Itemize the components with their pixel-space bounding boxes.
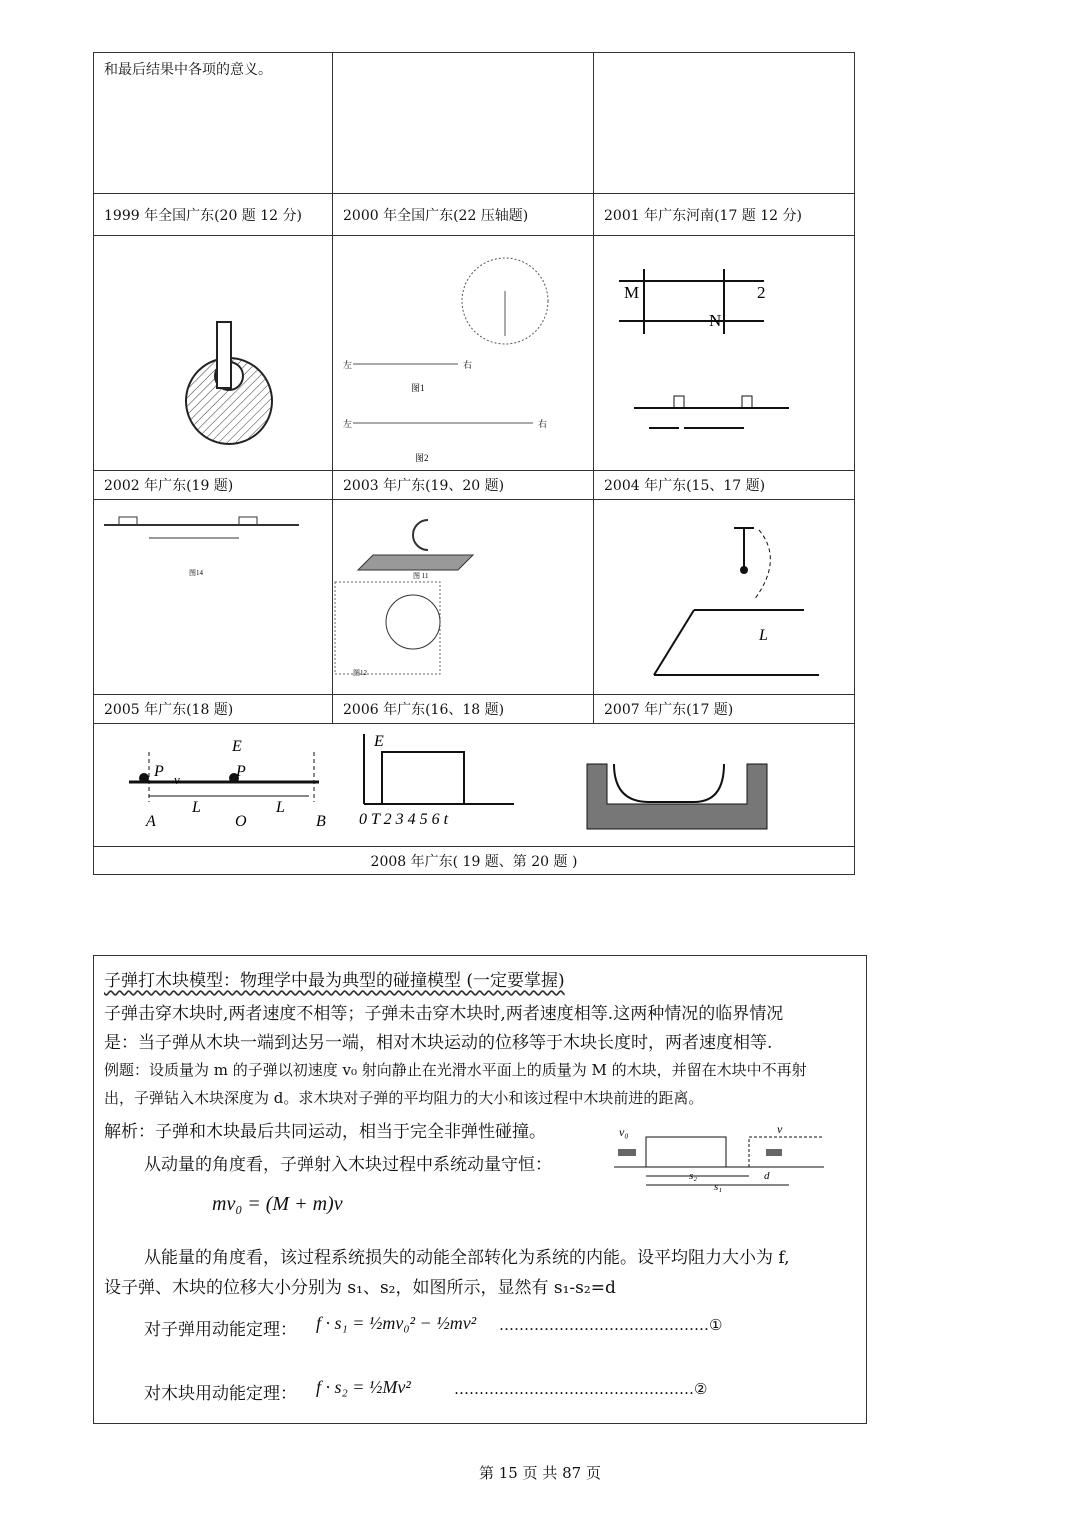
semicircle-and-field-figure: [333, 500, 593, 690]
figure-1999: [94, 236, 333, 471]
example-line-2: 出，子弹钻入木块深度为 d。求木块对子弹的平均阻力的大小和该过程中木块前进的距离。: [104, 1089, 704, 1107]
svg-text:E: E: [374, 733, 384, 750]
header-2003: 2003 年广东(19、20 题): [333, 471, 594, 500]
bullet-theorem-label: 对子弹用动能定理：: [144, 1320, 297, 1340]
svg-text:左: 左: [343, 419, 353, 429]
equation-marker-1: ……………………………………①: [499, 1316, 723, 1334]
svg-text:P: P: [236, 763, 246, 780]
circle-track-figure: [333, 236, 593, 466]
paragraph-2: 是：当子弹从木块一端到达另一端，相对木块运动的位移等于木块长度时，两者速度相等.: [104, 1033, 773, 1053]
bullet-equation: f · s₁ = ½mv₀² − ½mv²: [316, 1313, 477, 1333]
magnetic-rails-figure: [594, 236, 854, 466]
blocks-on-plane-figure: [94, 500, 331, 690]
svg-text:图12: 图12: [353, 669, 367, 677]
svg-text:N: N: [709, 311, 722, 330]
svg-text:s₂: s₂: [689, 1170, 698, 1182]
svg-text:0 T 2 3 4 5 6 t: 0 T 2 3 4 5 6 t: [359, 811, 449, 828]
energy-text-2: 设子弹、木块的位移大小分别为 s₁、s₂，如图所示，显然有 s₁-s₂=d: [104, 1278, 616, 1298]
svg-text:图14: 图14: [189, 569, 203, 577]
svg-text:v₀: v₀: [619, 1125, 629, 1139]
example-line-1: 例题：设质量为 m 的子弹以初速度 v₀ 射向静止在光滑水平面上的质量为 M 的木块，并留在木块中不再射: [104, 1061, 807, 1079]
pendulum-slope-figure: [594, 500, 854, 690]
svg-text:d: d: [764, 1170, 770, 1182]
svg-text:M: M: [624, 283, 640, 302]
header-2007: 2007 年广东(17 题): [594, 695, 855, 724]
svg-text:L: L: [192, 799, 201, 816]
page-footer: 第 15 页 共 87 页: [478, 1464, 601, 1482]
header-2004: 2004 年广东(15、17 题): [594, 471, 855, 500]
svg-text:L: L: [276, 799, 285, 816]
figures-2008: [94, 724, 854, 842]
header-2001: 2001 年广东河南(17 题 12 分): [594, 194, 855, 236]
energy-text-1: 从能量的角度看，该过程系统损失的动能全部转化为系统的内能。设平均阻力大小为 f,: [144, 1248, 790, 1268]
svg-text:右: 右: [463, 360, 473, 370]
svg-text:P: P: [154, 763, 164, 780]
svg-text:E: E: [232, 738, 242, 755]
svg-text:图 11: 图 11: [413, 572, 429, 580]
top-row-text: 和最后结果中各项的意义。: [94, 53, 333, 194]
equation-marker-2: …………………………………………②: [454, 1380, 708, 1398]
exam-table: [93, 52, 855, 875]
momentum-equation: mv₀ = (M + m)v: [212, 1193, 343, 1215]
figure-2000: [333, 236, 594, 471]
svg-text:2: 2: [757, 283, 766, 302]
figure-2002: [94, 500, 333, 695]
block-equation: f · s₂ = ½Mv²: [316, 1377, 411, 1397]
svg-text:v: v: [777, 1124, 783, 1136]
svg-text:图1: 图1: [411, 383, 425, 393]
figure-2001: [594, 236, 855, 471]
svg-text:s₁: s₁: [714, 1181, 723, 1193]
analysis: 解析：子弹和木块最后共同运动，相当于完全非弹性碰撞。: [104, 1122, 546, 1142]
header-2006: 2006 年广东(16、18 题): [333, 695, 594, 724]
header-2002: 2002 年广东(19 题): [94, 471, 333, 500]
svg-text:左: 左: [343, 360, 353, 370]
svg-text:A: A: [146, 813, 156, 830]
bullet-block-figure: [614, 1124, 824, 1196]
header-1999: 1999 年全国广东(20 题 12 分): [94, 194, 333, 236]
svg-text:右: 右: [538, 419, 548, 429]
momentum-text: 从动量的角度看，子弹射入木块过程中系统动量守恒：: [144, 1155, 552, 1175]
svg-text:v: v: [174, 772, 180, 787]
header-2005: 2005 年广东(18 题): [94, 695, 333, 724]
paragraph-1: 子弹击穿木块时,两者速度不相等；子弹未击穿木块时,两者速度相等.这两种情况的临界情况: [104, 1004, 784, 1024]
figure-2008: [94, 724, 855, 847]
svg-text:L: L: [759, 627, 768, 644]
header-2000: 2000 年全国广东(22 压轴题): [333, 194, 594, 236]
svg-text:O: O: [235, 813, 247, 830]
caption-2008: 2008 年广东( 19 题、第 20 题 ): [94, 847, 855, 875]
bullet-block-model-section: [93, 955, 867, 1424]
disk-figure: [94, 236, 331, 466]
svg-text:图2: 图2: [415, 453, 429, 463]
svg-text:B: B: [316, 813, 326, 830]
figure-2003: [333, 500, 594, 695]
block-theorem-label: 对木块用动能定理：: [144, 1384, 297, 1404]
section-title: 子弹打木块模型：物理学中最为典型的碰撞模型 (一定要掌握): [104, 971, 565, 991]
figure-2004: [594, 500, 855, 695]
